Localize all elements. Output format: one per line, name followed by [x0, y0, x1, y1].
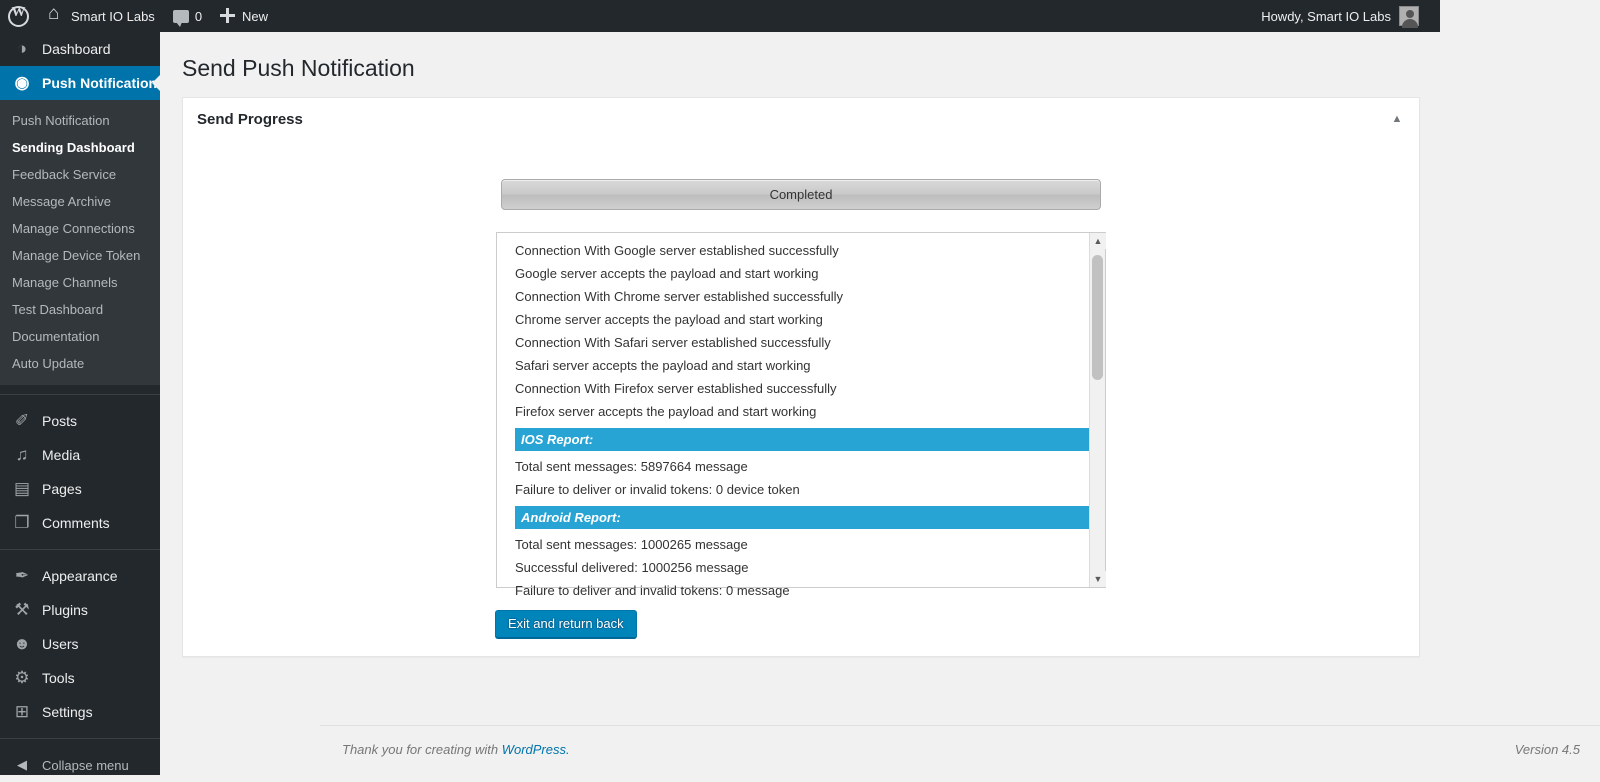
settings-gear-icon: ⊞ [14, 702, 30, 721]
sidebar-item-settings[interactable] [0, 695, 160, 729]
sidebar-item-label: Push Notification [42, 75, 158, 91]
sidebar-subitem-manage-device-token[interactable]: Manage Device Token [12, 248, 141, 263]
admin-footer [320, 725, 1600, 775]
footer-version: Version 4.5 [1514, 742, 1580, 757]
appearance-brush-icon: ✒ [14, 566, 30, 585]
sidebar-item-label: Dashboard [42, 41, 111, 57]
sidebar-item-pages[interactable] [0, 472, 160, 506]
dashboard-icon: ◑ [16, 39, 28, 58]
sidebar-item-label: Appearance [42, 568, 118, 584]
sidebar-subitem-auto-update[interactable]: Auto Update [12, 356, 85, 371]
comments-icon: ❐ [14, 513, 30, 532]
admin-bar [0, 0, 1440, 32]
log-line: Chrome server accepts the payload and start working [515, 312, 823, 327]
log-line: Connection With Firefox server established successfully [515, 381, 837, 396]
footer-credit-text: Thank you for creating with [342, 742, 502, 757]
sidebar-divider-2 [0, 549, 160, 550]
plugins-plug-icon: ⚒ [14, 600, 30, 619]
collapse-menu-button[interactable] [0, 748, 160, 782]
wordpress-link[interactable]: WordPress. [501, 742, 570, 757]
sidebar-item-push-notification[interactable] [0, 66, 160, 100]
plus-icon [220, 8, 236, 24]
log-line: Successful delivered: 1000256 message [515, 560, 749, 575]
sidebar-divider-1 [0, 394, 160, 395]
sidebar-divider-3 [0, 738, 160, 739]
sidebar-item-label: Settings [42, 704, 93, 720]
log-line: Connection With Chrome server established successfully [515, 289, 844, 304]
panel-header [183, 98, 1419, 141]
log-line: Total sent messages: 1000265 message [515, 537, 748, 552]
log-line: Connection With Google server established successfully [515, 243, 839, 258]
my-account-menu[interactable] [1252, 0, 1440, 32]
log-scrollbar[interactable] [1089, 233, 1105, 587]
sidebar-item-users[interactable] [0, 627, 160, 661]
sidebar-subitem-documentation[interactable]: Documentation [12, 329, 100, 344]
send-log-box[interactable] [496, 232, 1106, 598]
sidebar-subitem-push-notification[interactable]: Push Notification [12, 113, 110, 128]
sidebar-item-tools[interactable] [0, 661, 160, 695]
wordpress-logo-icon [8, 6, 29, 27]
send-log-list [497, 233, 1090, 602]
log-report-heading-android: Android Report: [515, 506, 1099, 529]
sidebar-item-label: Posts [42, 413, 78, 429]
chevron-up-icon[interactable]: ▲ [1391, 113, 1403, 125]
sidebar-subitem-message-archive[interactable]: Message Archive [12, 194, 111, 209]
howdy-label: Howdy, Smart IO Labs [1261, 8, 1391, 24]
sidebar-subitem-sending-dashboard[interactable]: Sending Dashboard [12, 140, 135, 155]
sidebar-item-label: Media [42, 447, 81, 463]
site-name-menu[interactable] [39, 0, 164, 32]
sidebar-subitem-test-dashboard[interactable]: Test Dashboard [12, 302, 104, 317]
sidebar-item-dashboard[interactable] [0, 32, 160, 66]
comments-count: 0 [194, 8, 203, 24]
admin-sidebar [0, 32, 160, 775]
log-line: Failure to deliver or invalid tokens: 0 device token [515, 482, 800, 497]
scrollbar-thumb[interactable] [1092, 255, 1103, 380]
sidebar-subitem-feedback-service[interactable]: Feedback Service [12, 167, 117, 182]
users-icon: ☻ [13, 634, 31, 653]
sidebar-item-comments[interactable] [0, 506, 160, 540]
page-title: Send Push Notification [182, 55, 415, 81]
tools-wrench-icon: ⚙ [14, 668, 30, 687]
log-line: Total sent messages: 5897664 message [515, 459, 748, 474]
progress-wrapper [501, 179, 1101, 210]
main-content [160, 32, 1580, 775]
footer-credit [342, 742, 570, 757]
log-line: Failure to deliver and invalid tokens: 0 message [515, 583, 790, 598]
panel-body [183, 141, 1419, 656]
collapse-arrow-icon: ◀ [17, 757, 27, 772]
sidebar-item-media[interactable] [0, 438, 160, 472]
site-name-label: Smart IO Labs [71, 8, 155, 24]
progress-status-label: Completed [769, 187, 833, 202]
sidebar-item-posts[interactable] [0, 404, 160, 438]
log-line: Google server accepts the payload and start working [515, 266, 819, 281]
avatar [1399, 6, 1419, 26]
home-icon [48, 8, 64, 24]
push-notification-icon: ◉ [14, 73, 30, 92]
action-row [495, 610, 1407, 638]
comments-bubble-button[interactable] [164, 0, 211, 32]
sidebar-item-label: Comments [42, 515, 110, 531]
collapse-menu-label: Collapse menu [42, 757, 129, 773]
sidebar-submenu-push-notification [0, 100, 160, 385]
sidebar-subitem-manage-channels[interactable]: Manage Channels [12, 275, 118, 290]
log-line: Connection With Safari server established successfully [515, 335, 831, 350]
exit-and-return-back-button[interactable]: Exit and return back [495, 610, 637, 638]
new-label: New [242, 8, 269, 24]
pin-icon: ✐ [14, 411, 30, 430]
new-content-menu[interactable] [211, 0, 277, 32]
log-line: Safari server accepts the payload and start working [515, 358, 811, 373]
media-icon: ♫ [15, 445, 29, 464]
comment-bubble-icon [173, 10, 189, 23]
log-report-heading-ios: IOS Report: [515, 428, 1099, 451]
sidebar-item-label: Pages [42, 481, 82, 497]
sidebar-item-appearance[interactable] [0, 559, 160, 593]
wordpress-logo-button[interactable] [0, 0, 39, 32]
panel-title: Send Progress [197, 111, 303, 128]
sidebar-subitem-manage-connections[interactable]: Manage Connections [12, 221, 135, 236]
scroll-up-arrow-icon[interactable]: ▲ [1090, 233, 1106, 249]
progress-bar [501, 179, 1101, 210]
sidebar-item-label: Plugins [42, 602, 88, 618]
pages-icon: ▤ [13, 479, 31, 498]
sidebar-item-label: Users [42, 636, 79, 652]
scroll-down-arrow-icon[interactable]: ▼ [1090, 571, 1106, 587]
log-line: Firefox server accepts the payload and start working [515, 404, 817, 419]
sidebar-item-plugins[interactable] [0, 593, 160, 627]
sidebar-item-label: Tools [42, 670, 75, 686]
send-progress-panel [182, 97, 1420, 657]
